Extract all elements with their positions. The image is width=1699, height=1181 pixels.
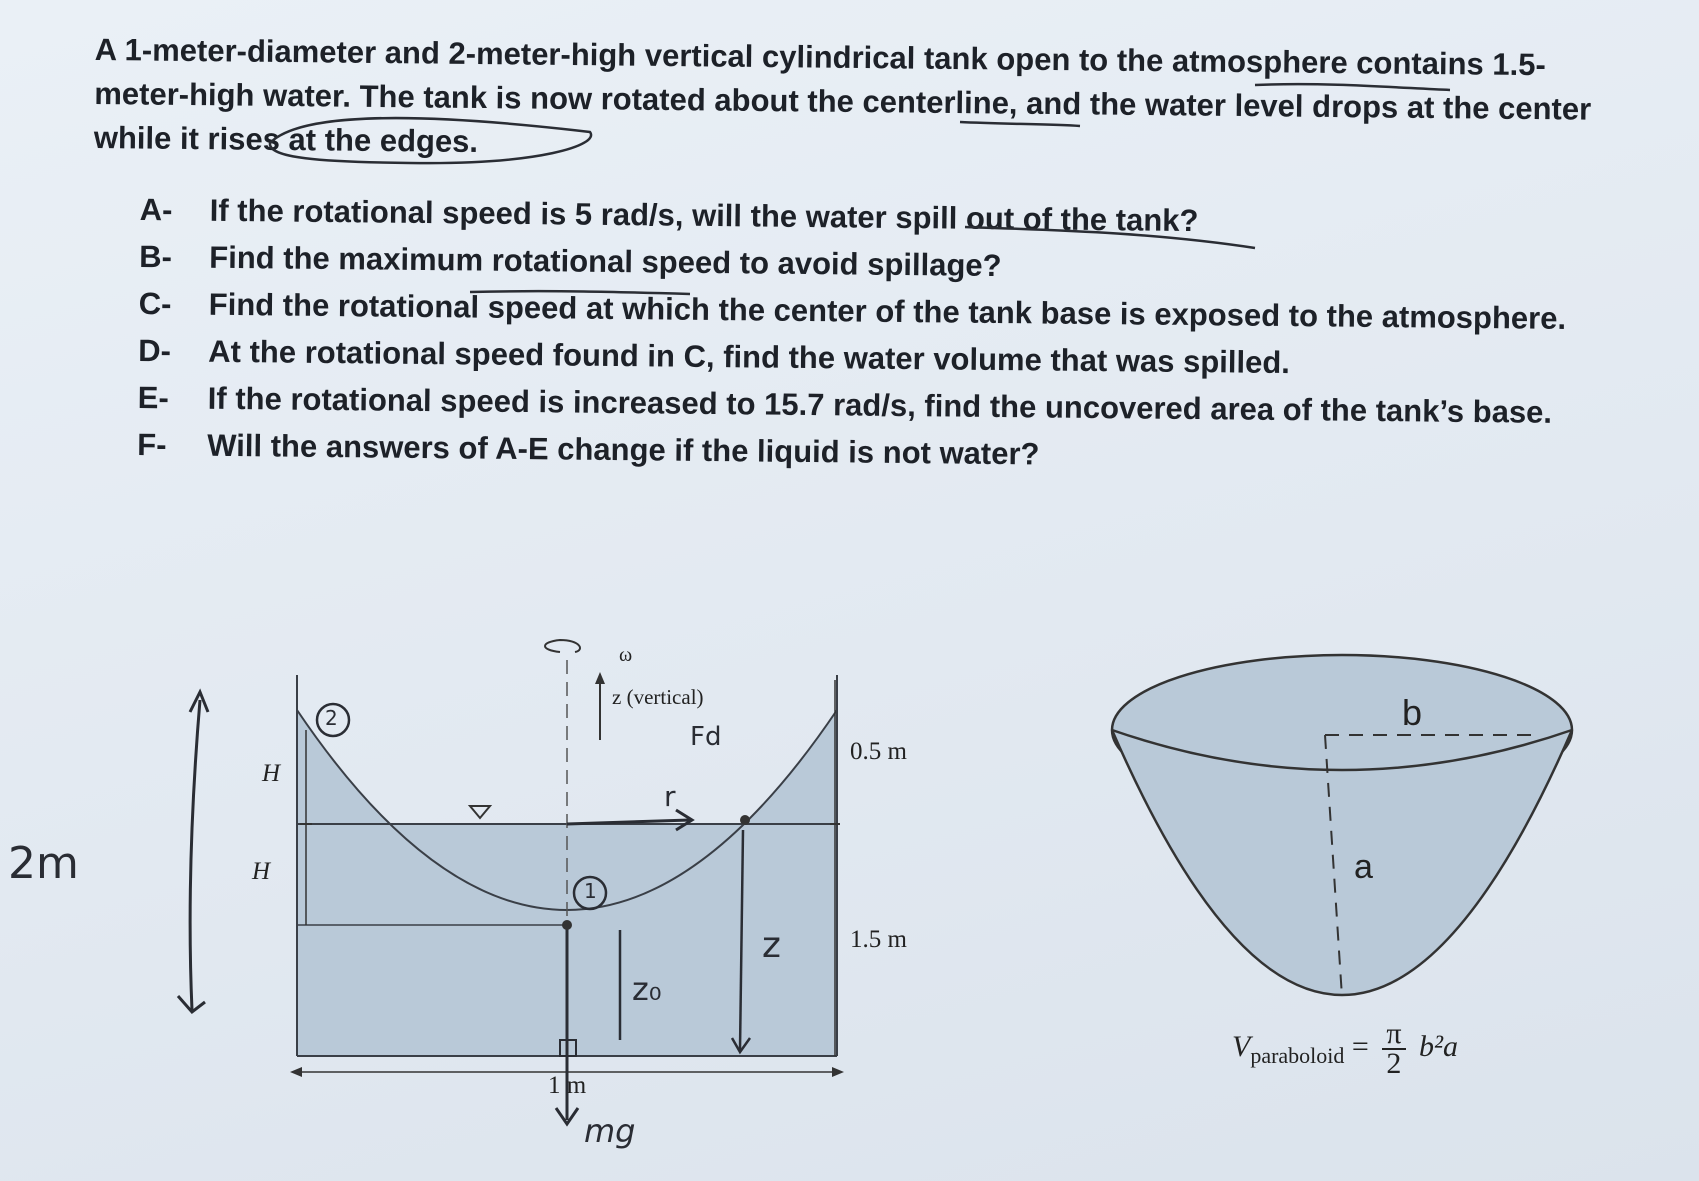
handwritten-markup: [270, 84, 1450, 294]
point-1-dot: [562, 920, 572, 930]
arrow-left-icon: [290, 1067, 302, 1077]
question-f: F- Will the answers of A-E change if the liquid is not water?: [137, 426, 1040, 472]
rotation-arrow-icon: [545, 640, 580, 652]
rotating-tank-diagram: [178, 640, 844, 1124]
water-surface-symbol-icon: [470, 806, 490, 818]
h-upper-label: H: [262, 760, 281, 787]
h-lower-label: H: [252, 858, 271, 885]
point-1-label: 1: [584, 879, 597, 903]
question-e: E- If the rotational speed is increased to 15.7 rad/s, find the uncovered area of the tank’s base.: [137, 379, 1553, 430]
tank-height-annotation: 2m: [8, 838, 79, 889]
paraboloid-volume-formula: $V_{paraboloid}$ = $\frac{\pi}{2}$ b²a: [1232, 1017, 1458, 1080]
z-arrow-head-icon: [595, 672, 605, 684]
upper-height-label: 0.5 m: [850, 738, 907, 765]
z-vertical-label: z (vertical): [612, 685, 704, 709]
free-surface-point-dot: [740, 815, 750, 825]
question-b: B- Find the maximum rotational speed to avoid spillage?: [139, 238, 1002, 284]
r-annotation: r: [664, 780, 676, 813]
z-annotation: z: [762, 925, 781, 966]
force-annotation: Fd: [690, 722, 722, 752]
paraboloid-diagram: [1112, 655, 1572, 997]
z0-annotation: z₀: [632, 970, 662, 1008]
diameter-label: 1 m: [548, 1072, 587, 1099]
problem-statement: A 1-meter-diameter and 2-meter-high vertical cylindrical tank open to the atmosphere contains 1.5-meter-high water. The tank is now rotated about the centerline, and the water level drops at the center while it rises at the edges.: [93, 31, 1592, 160]
height-arrow: [190, 700, 200, 1010]
question-d: D- At the rotational speed found in C, find the water volume that was spilled.: [138, 332, 1291, 381]
question-a: A- If the rotational speed is 5 rad/s, will the water spill out of the tank?: [139, 191, 1199, 239]
point-2-label: 2: [325, 706, 338, 730]
lower-height-label: 1.5 m: [850, 926, 907, 953]
arrow-right-icon: [832, 1067, 844, 1077]
height-a-label: a: [1354, 848, 1373, 886]
omega-label: ω: [619, 644, 633, 666]
mg-annotation: mg: [584, 1112, 636, 1150]
question-c: C- Find the rotational speed at which the center of the tank base is exposed to the atmosphere.: [138, 285, 1567, 336]
radius-b-label: b: [1402, 692, 1423, 733]
